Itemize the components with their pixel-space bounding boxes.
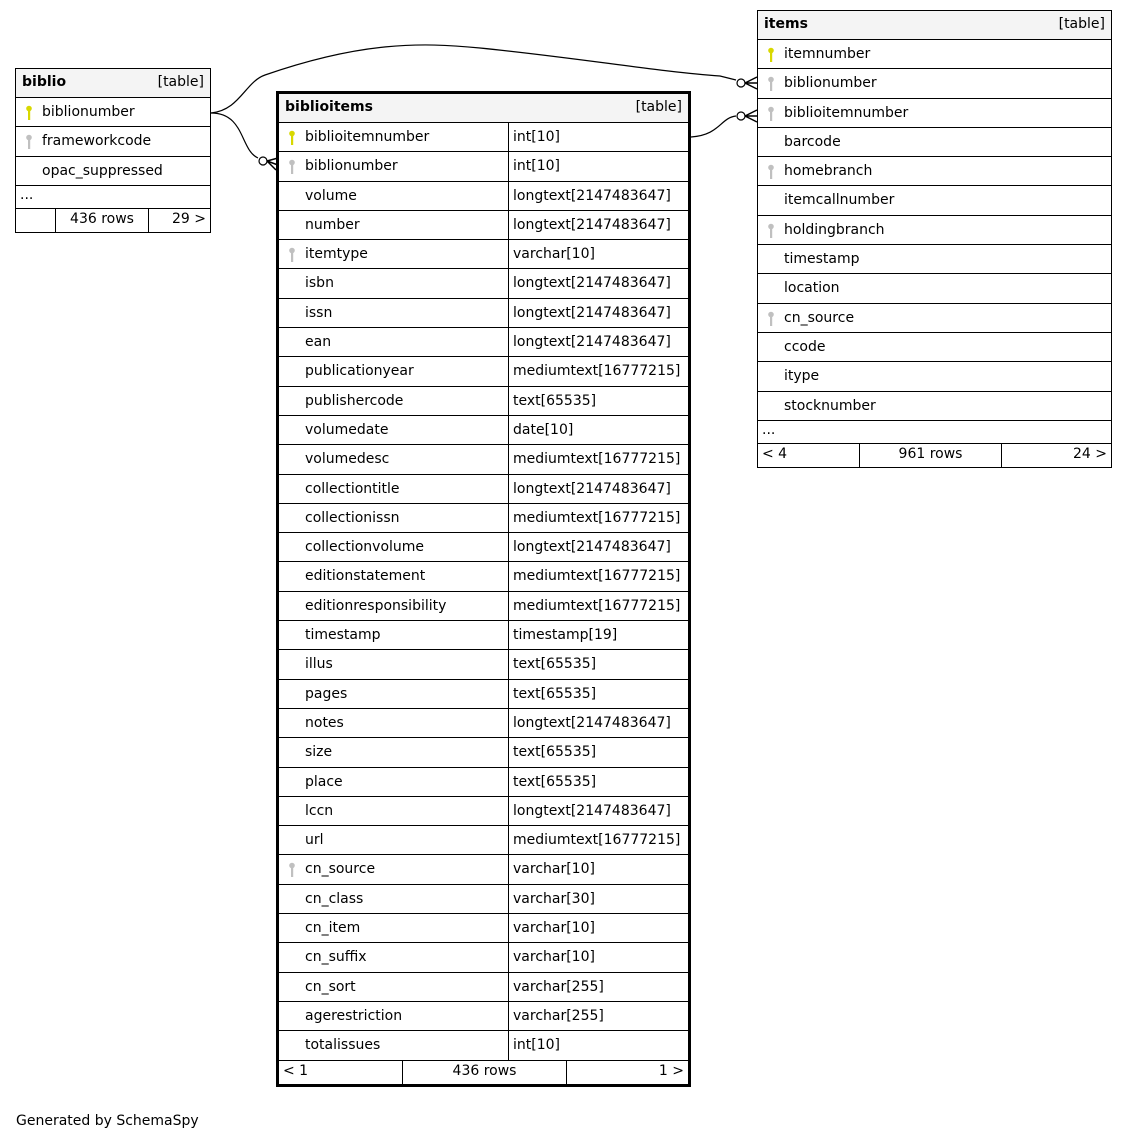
foreign-key-icon (766, 164, 776, 180)
column-name (279, 885, 508, 913)
column-name (758, 40, 1111, 68)
column-type: text[65535] (508, 650, 688, 678)
column-type: mediumtext[16777215] (508, 445, 688, 473)
foreign-key-icon (287, 862, 297, 878)
column-row[interactable] (279, 650, 688, 679)
column-type: date[10] (508, 416, 688, 444)
column-name-text: itemcallnumber (784, 192, 895, 209)
more-columns: ... (16, 186, 210, 209)
column-name-text: cn_suffix (305, 949, 367, 966)
table-items[interactable] (757, 10, 1112, 468)
column-type: longtext[2147483647] (508, 211, 688, 239)
zero-marker (737, 112, 745, 120)
zero-marker (737, 79, 745, 87)
column-type: varchar[255] (508, 973, 688, 1001)
column-name (279, 357, 508, 385)
table-header (16, 69, 210, 98)
column-name-text: place (305, 773, 343, 790)
column-row[interactable] (279, 885, 688, 914)
column-name-text: notes (305, 714, 344, 731)
column-row[interactable] (758, 99, 1111, 128)
column-row[interactable] (279, 328, 688, 357)
column-name (758, 157, 1111, 185)
column-name-text: biblionumber (42, 104, 135, 120)
more-columns: ... (758, 421, 1111, 444)
column-row[interactable] (279, 299, 688, 328)
column-name (279, 1031, 508, 1059)
column-type: varchar[255] (508, 1002, 688, 1030)
column-row[interactable] (758, 216, 1111, 245)
column-name (279, 387, 508, 415)
column-name-text: agerestriction (305, 1007, 403, 1024)
column-row[interactable] (279, 826, 688, 855)
column-name (758, 392, 1111, 420)
column-name-text: illus (305, 656, 333, 673)
column-name (279, 709, 508, 737)
column-name-text: publicationyear (305, 363, 414, 380)
column-name-text: publishercode (305, 392, 404, 409)
column-row[interactable] (279, 269, 688, 298)
column-type: varchar[30] (508, 885, 688, 913)
column-row[interactable] (279, 680, 688, 709)
column-name-text: location (784, 280, 840, 297)
column-name (279, 768, 508, 796)
column-name (758, 304, 1111, 332)
column-type: longtext[2147483647] (508, 709, 688, 737)
column-row[interactable] (279, 738, 688, 767)
column-name (279, 123, 508, 151)
table-footer (279, 1061, 688, 1084)
column-type: int[10] (508, 152, 688, 180)
foreign-key-icon (287, 247, 297, 263)
parents-link[interactable]: < 4 (758, 444, 860, 467)
column-name-text: collectiontitle (305, 480, 400, 497)
column-row[interactable] (758, 186, 1111, 215)
column-type: longtext[2147483647] (508, 269, 688, 297)
column-type: longtext[2147483647] (508, 797, 688, 825)
row-count: 436 rows (56, 209, 149, 232)
column-name-text: size (305, 744, 333, 761)
column-row[interactable] (279, 855, 688, 884)
column-name (758, 99, 1111, 127)
column-type: int[10] (508, 123, 688, 151)
column-name (16, 157, 210, 185)
column-row[interactable] (279, 1002, 688, 1031)
column-row[interactable] (279, 914, 688, 943)
column-name-text: collectionvolume (305, 539, 425, 556)
column-row[interactable] (279, 533, 688, 562)
column-name-text: biblionumber (305, 158, 398, 175)
column-name-text: stocknumber (784, 397, 876, 414)
column-type: text[65535] (508, 738, 688, 766)
column-type: longtext[2147483647] (508, 475, 688, 503)
foreign-key-icon (766, 311, 776, 327)
children-link[interactable]: 24 > (1073, 445, 1107, 462)
table-footer (16, 209, 210, 232)
column-row[interactable] (16, 98, 210, 127)
table-biblio[interactable] (15, 68, 211, 233)
column-name-text: issn (305, 304, 333, 321)
column-type: mediumtext[16777215] (508, 504, 688, 532)
column-name (279, 445, 508, 473)
primary-key-icon (287, 130, 297, 146)
column-row[interactable] (279, 152, 688, 181)
column-name-text: biblionumber (784, 75, 877, 92)
column-name-text: biblioitemnumber (784, 104, 909, 121)
column-row[interactable] (279, 709, 688, 738)
column-name (758, 274, 1111, 302)
column-name (279, 680, 508, 708)
column-type: longtext[2147483647] (508, 182, 688, 210)
primary-key-icon (766, 47, 776, 63)
column-row[interactable] (758, 128, 1111, 157)
column-name-text: cn_source (784, 309, 855, 326)
column-name (279, 416, 508, 444)
column-name-text: volume (305, 187, 357, 204)
column-name-text: frameworkcode (42, 133, 152, 150)
column-name (758, 245, 1111, 273)
column-row[interactable] (758, 333, 1111, 362)
edge-biblioitems-items (691, 116, 736, 137)
table-kind: [table] (157, 74, 204, 90)
column-name (758, 362, 1111, 390)
column-name-text: cn_source (305, 861, 376, 878)
table-header (279, 94, 688, 123)
table-kind: [table] (1058, 16, 1105, 32)
column-row[interactable] (758, 40, 1111, 69)
column-name-text: cn_sort (305, 978, 356, 995)
column-row[interactable] (16, 127, 210, 156)
column-name-text: timestamp (784, 251, 860, 268)
column-row[interactable] (279, 475, 688, 504)
column-name-text: volumedate (305, 421, 389, 438)
column-type: longtext[2147483647] (508, 328, 688, 356)
column-row[interactable] (279, 1031, 688, 1060)
table-name: biblio (22, 74, 67, 90)
column-name (16, 127, 210, 155)
column-name-text: ccode (784, 338, 826, 355)
column-name (279, 943, 508, 971)
column-row[interactable] (279, 182, 688, 211)
column-name (758, 216, 1111, 244)
column-name (16, 98, 210, 126)
column-name (758, 128, 1111, 156)
column-row[interactable] (279, 797, 688, 826)
column-name (279, 269, 508, 297)
column-row[interactable] (758, 69, 1111, 98)
column-row[interactable] (758, 362, 1111, 391)
column-type: mediumtext[16777215] (508, 357, 688, 385)
column-type: longtext[2147483647] (508, 533, 688, 561)
column-row[interactable] (758, 304, 1111, 333)
column-type: varchar[10] (508, 240, 688, 268)
column-row[interactable] (279, 445, 688, 474)
column-row[interactable] (758, 157, 1111, 186)
column-name (279, 855, 508, 883)
row-count: 436 rows (403, 1061, 567, 1084)
column-type: text[65535] (508, 768, 688, 796)
table-header (758, 11, 1111, 40)
column-name-text: number (305, 216, 360, 233)
parents-link[interactable]: < 1 (279, 1061, 403, 1084)
column-name (279, 1002, 508, 1030)
crowfoot-marker (745, 110, 757, 122)
primary-key-icon (24, 105, 34, 121)
column-name-text: itype (784, 368, 820, 385)
table-name: biblioitems (285, 99, 373, 115)
children-link[interactable]: 1 > (658, 1062, 684, 1079)
column-row[interactable] (279, 621, 688, 650)
column-row[interactable] (758, 274, 1111, 303)
foreign-key-icon (766, 223, 776, 239)
column-name-text: homebranch (784, 163, 873, 180)
column-name-text: cn_class (305, 890, 364, 907)
foreign-key-icon (287, 159, 297, 175)
table-name: items (764, 16, 808, 32)
parents-link[interactable] (16, 209, 56, 232)
column-name-text: timestamp (305, 627, 381, 644)
column-name (758, 186, 1111, 214)
column-row[interactable] (279, 504, 688, 533)
crowfoot-marker (745, 77, 757, 89)
children-link[interactable]: 29 > (172, 210, 206, 227)
column-name-text: itemnumber (784, 46, 871, 62)
column-name (279, 592, 508, 620)
column-name (279, 475, 508, 503)
column-name-text: holdingbranch (784, 221, 885, 238)
column-name-text: cn_item (305, 920, 361, 937)
column-name (279, 240, 508, 268)
column-name-text: editionresponsibility (305, 597, 447, 614)
column-name-text: isbn (305, 275, 334, 292)
column-row[interactable] (279, 973, 688, 1002)
column-name (279, 797, 508, 825)
column-name-text: volumedesc (305, 451, 390, 468)
table-footer (758, 444, 1111, 467)
column-row[interactable] (758, 392, 1111, 421)
column-name-text: ean (305, 334, 332, 351)
foreign-key-icon (766, 76, 776, 92)
column-name (758, 69, 1111, 97)
column-row[interactable] (279, 123, 688, 152)
column-name (279, 914, 508, 942)
column-name-text: itemtype (305, 246, 368, 263)
foreign-key-icon (24, 134, 34, 150)
column-row[interactable] (279, 387, 688, 416)
column-name (279, 738, 508, 766)
column-type: timestamp[19] (508, 621, 688, 649)
column-type: mediumtext[16777215] (508, 826, 688, 854)
column-name (279, 533, 508, 561)
table-biblioitems[interactable] (276, 91, 691, 1087)
column-name-text: lccn (305, 802, 334, 819)
column-type: longtext[2147483647] (508, 299, 688, 327)
column-name (279, 562, 508, 590)
column-row[interactable] (279, 943, 688, 972)
column-type: varchar[10] (508, 943, 688, 971)
generated-by-label: Generated by SchemaSpy (16, 1113, 199, 1129)
row-count: 961 rows (860, 444, 1002, 467)
column-name (279, 650, 508, 678)
column-row[interactable] (16, 157, 210, 186)
column-row[interactable] (279, 416, 688, 445)
column-row[interactable] (279, 211, 688, 240)
column-row[interactable] (279, 592, 688, 621)
column-type: mediumtext[16777215] (508, 562, 688, 590)
column-type: text[65535] (508, 387, 688, 415)
column-name (758, 333, 1111, 361)
column-name-text: pages (305, 685, 348, 702)
column-name-text: url (305, 832, 324, 849)
column-type: text[65535] (508, 680, 688, 708)
column-name (279, 504, 508, 532)
column-name-text: biblioitemnumber (305, 129, 430, 145)
column-name (279, 328, 508, 356)
column-name (279, 211, 508, 239)
column-name-text: editionstatement (305, 568, 426, 585)
column-name-text: opac_suppressed (42, 162, 163, 179)
column-name-text: collectionissn (305, 509, 400, 526)
column-row[interactable] (279, 357, 688, 386)
column-row[interactable] (279, 768, 688, 797)
column-type: varchar[10] (508, 914, 688, 942)
column-name (279, 152, 508, 180)
zero-marker (259, 157, 267, 165)
column-name (279, 973, 508, 1001)
column-name (279, 299, 508, 327)
column-name (279, 621, 508, 649)
column-name (279, 182, 508, 210)
column-name (279, 826, 508, 854)
column-row[interactable] (758, 245, 1111, 274)
column-type: int[10] (508, 1031, 688, 1059)
column-type: mediumtext[16777215] (508, 592, 688, 620)
column-row[interactable] (279, 240, 688, 269)
column-name-text: barcode (784, 133, 841, 150)
table-kind: [table] (635, 99, 682, 115)
column-name-text: totalissues (305, 1037, 381, 1054)
edge-biblio-biblioitems (211, 113, 258, 158)
column-row[interactable] (279, 562, 688, 591)
column-type: varchar[10] (508, 855, 688, 883)
foreign-key-icon (766, 106, 776, 122)
